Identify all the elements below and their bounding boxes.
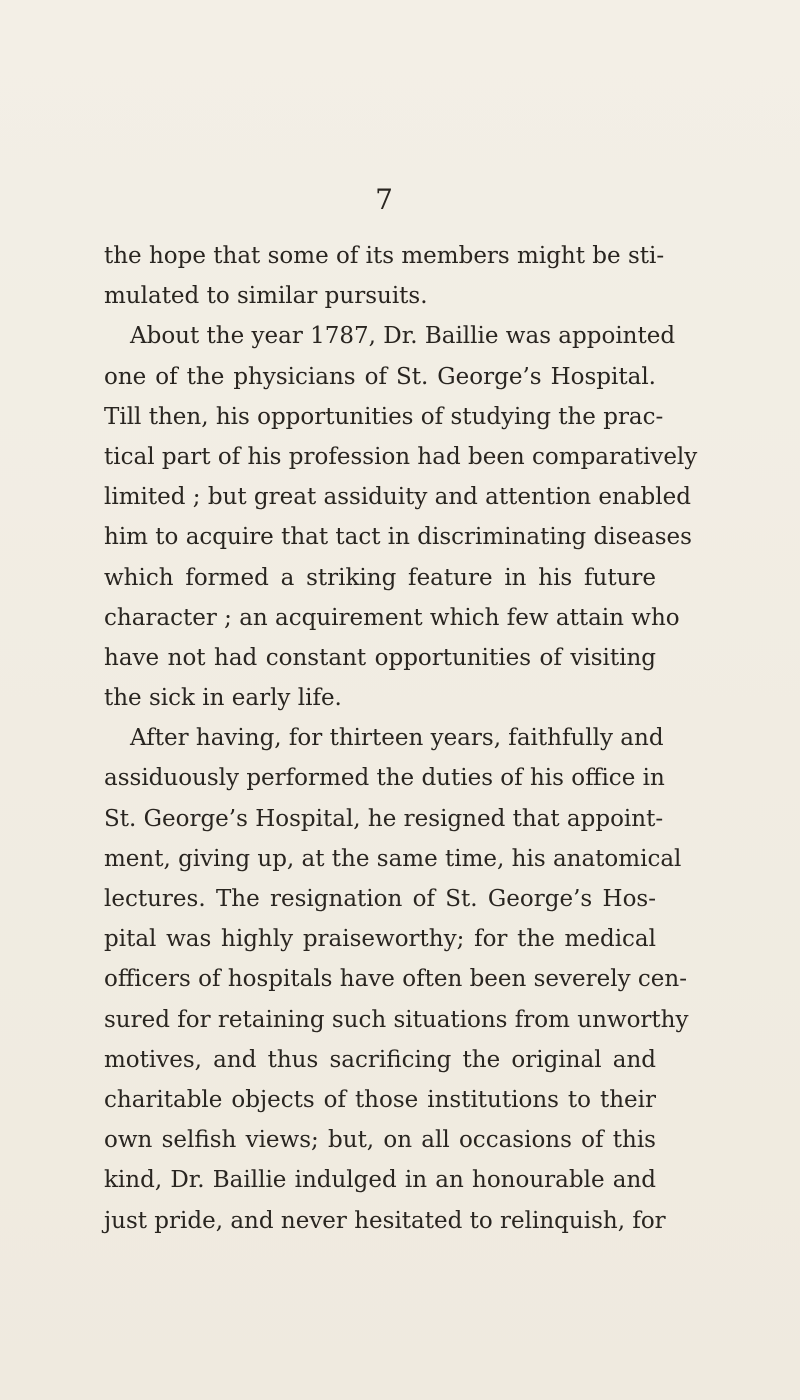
- text-line: character ; an acquirement which few attain who: [104, 604, 680, 631]
- text-line: motives, and thus sacrificing the original and: [104, 1046, 656, 1073]
- text-line: About the year 1787, Dr. Baillie was appointed: [130, 323, 676, 350]
- text-line: mulated to similar pursuits.: [104, 283, 428, 310]
- text-line: just pride, and never hesitated to relinquish, for: [104, 1207, 666, 1234]
- page-number: 7: [375, 183, 393, 216]
- text-line: limited ; but great assiduity and attention enabled: [104, 484, 691, 511]
- text-line: Till then, his opportunities of studying the prac-: [104, 403, 664, 430]
- text-line: St. George’s Hospital, he resigned that appoint-: [104, 805, 664, 832]
- text-line: sured for retaining such situations from unworthy: [104, 1006, 689, 1033]
- text-line: charitable objects of those institutions to their: [104, 1086, 656, 1113]
- text-line: kind, Dr. Baillie indulged in an honourable and: [104, 1167, 656, 1194]
- text-line: own selfish views; but, on all occasions of this: [104, 1127, 656, 1154]
- text-line: have not had constant opportunities of visiting: [104, 644, 656, 671]
- text-line: lectures. The resignation of St. George’s Hos-: [104, 886, 656, 912]
- text-line: ment, giving up, at the same time, his anatomical: [104, 845, 682, 872]
- text-line: the sick in early life.: [104, 685, 342, 712]
- text-line: assiduously performed the duties of his office in: [104, 765, 665, 792]
- text-line: which formed a striking feature in his future: [104, 564, 656, 591]
- text-line: officers of hospitals have often been severely cen-: [104, 966, 687, 993]
- text-line: him to acquire that tact in discriminating diseases: [104, 524, 692, 551]
- body-text: [104, 236, 698, 1241]
- text-line: tical part of his profession had been comparatively: [104, 443, 698, 470]
- text-line: the hope that some of its members might be sti-: [104, 243, 665, 269]
- text-line: After having, for thirteen years, faithfully and: [130, 725, 664, 752]
- text-line: pital was highly praiseworthy; for the medical: [104, 926, 656, 953]
- text-line: one of the physicians of St. George’s Hospital.: [104, 363, 656, 390]
